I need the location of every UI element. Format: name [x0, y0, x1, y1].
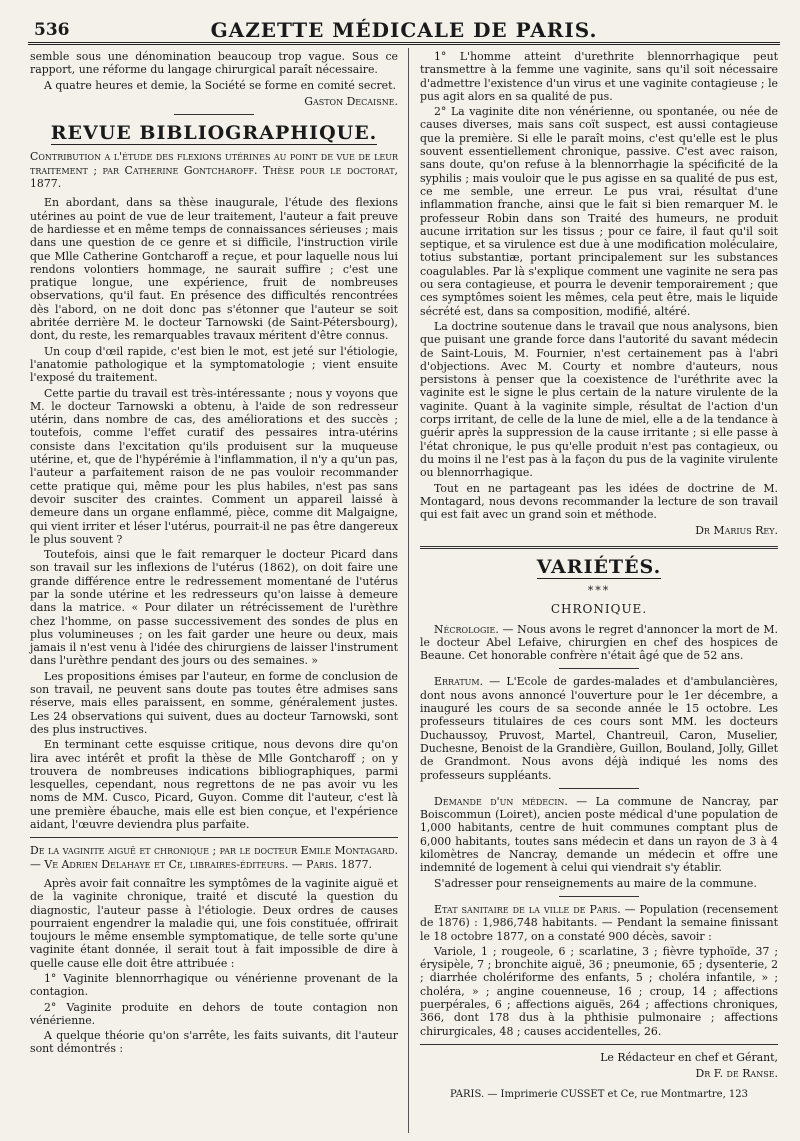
paragraph: Tout en ne partageant pas les idées de doctrine de M. Montagard, nous devons recommander la lecture de son travail qui est fait avec un grand soin et méthode.: [420, 481, 778, 522]
divider: [420, 546, 778, 549]
paragraph: Après avoir fait connaître les symptômes de la vaginite aiguë et de la vaginite chronique, traité et discuté la question du diagnostic, l'auteur passe à l'étiologie. Deux ordres de causes pourraient engendrer la maladie qui, une fois constituée, offrirait toujours le même ensemble symptomatique, de telle sorte qu'une vaginite étant donnée, il serait tout à fait impossible de dire à quelle cause elle doit être attribuée :: [30, 876, 398, 970]
paragraph: Un coup d'œil rapide, c'est bien le mot, est jeté sur l'étiologie, l'anatomie pathologique et la symptomatologie ; vient ensuite l'exposé du traitement.: [30, 344, 398, 385]
divider: [559, 896, 639, 897]
left-column: [30, 50, 398, 1058]
divider: [559, 788, 639, 789]
paragraph: 2° Vaginite produite en dehors de toute contagion non vénérienne.: [30, 1000, 398, 1027]
paragraph: 2° La vaginite dite non vénérienne, ou spontanée, ou née de causes diverses, mais sans coït suspect, est aussi contagieuse que la première. Si elle le paraît moins, c'est qu'elle est le plus souvent essentiellement chronique, passive. C'est avec raison, sans doute, qu'on refuse à la blennorrhagie la spécificité de la syphilis ; mais vouloir que le pus agisse en sa qualité de pus est, ce me semble, une erreur. Le pus vrai, résultat d'une inflammation franche, ainsi que le fait si bien remarquer M. le professeur Robin dans son Traité des humeurs, ne produit aucune irritation sur les tissus ; pour ce faire, il faut qu'il soit septique, et sa virulence est due à une modification moléculaire, totius substantiæ, portant principalement sur les substances coagulables. Par là s'explique comment une vaginite ne sera pas ou sera contagieuse, et pourra le devenir temporairement ; que ces symptômes soient les mêmes, cela peut être, mais le liquide sécrété est, dans sa composition, modifié, altéré.: [420, 105, 778, 318]
asterism: ***: [587, 583, 611, 597]
paragraph-demande: Demande d'un médecin. — La commune de Nancray, par Boiscommun (Loiret), ancien poste médical d'une population de 1,000 habitants, centre de huit communes comptant plus de 6,000 habitants, toutes sans médecin et dans un rayon de 3 à 4 kilomètres de Nancray, demande un médecin et offre une indemnité de logement à celui qui viendrait s'y établir.: [420, 794, 778, 875]
paragraph: La doctrine soutenue dans le travail que nous analysons, bien que puisant une grande force dans l'autorité du savant médecin de Saint-Louis, M. Fournier, n'est certainement pas à l'abri d'objections. Avec M. Courty et nombre d'auteurs, nous persistons à penser que la coexistence de l'uréthrite avec la vaginite est le signe le plus certain de la nature virulente de la vaginite. Quant à la vaginite simple, résultat de l'action d'un corps irritant, de celle de la lune de miel, elle a de la tendance à guérir après la suppression de la cause irritante ; si elle passe à l'état chronique, le pus qu'elle produit n'est pas contagieux, ou du moins il ne l'est pas à la façon du pus de la vaginite virulente ou blennorrhagique.: [420, 319, 778, 480]
divider: [420, 1044, 778, 1045]
redacteur-line: Le Rédacteur en chef et Gérant,: [600, 1050, 778, 1064]
paragraph: semble sous une dénomination beaucoup trop vague. Sous ce rapport, une réforme du langage chirurgical paraît nécessaire.: [30, 50, 398, 77]
signature-decaisne: Gaston Decaisne.: [304, 94, 398, 108]
header-rule: [28, 42, 780, 45]
divider: [30, 837, 398, 838]
article-title: De la vaginite aiguë et chronique ; par le docteur Emile Montagard. — Ve Adrien Delahaye et Ce, libraires-éditeurs. — Paris. 1877.: [30, 844, 398, 871]
right-column: [420, 50, 778, 1102]
signature-rey: Dr Marius Rey.: [695, 524, 778, 538]
section-title-revue: REVUE BIBLIOGRAPHIQUE.: [50, 122, 378, 145]
printer-imprint: PARIS. — Imprimerie CUSSET et Ce, rue Montmartre, 123: [449, 1089, 749, 1101]
journal-title: GAZETTE MÉDICALE DE PARIS.: [210, 18, 598, 42]
section-title-varietes: VARIÉTÉS.: [536, 555, 662, 578]
paragraph: Toutefois, ainsi que le fait remarquer le docteur Picard dans son travail sur les inflexions de l'utérus (1862), on doit faire une grande différence entre le redressement momentané de l'utérus par la sonde utérine et les redresseurs qu'on laisse à demeure dans la matrice. « Pour dilater un rétrécissement de l'urèthre chez l'homme, on passe successivement des sondes de plus en plus volumineuses ; on les fait garder une heure ou deux, mais jamais il n'est venu à l'idée des chirurgiens de laisser l'instrument dans l'urèthre pendant des jours ou des semaines. »: [30, 548, 398, 668]
paragraph: Les propositions émises par l'auteur, en forme de conclusion de son travail, ne peuvent sans doute pas toutes être admises sans réserve, mais elles paraissent, en somme, généralement justes. Les 24 observations qui suivent, dues au docteur Tarnowski, sont des plus instructives.: [30, 669, 398, 736]
subsection-chronique: CHRONIQUE.: [550, 602, 648, 617]
column-divider: [408, 48, 409, 1133]
page-header: [28, 12, 780, 42]
page-number: 536: [34, 20, 70, 40]
paragraph: Variole, 1 ; rougeole, 6 ; scarlatine, 3 ; fièvre typhoïde, 37 ; érysipèle, 7 ; bronchite aiguë, 36 ; pneumonie, 65 ; dysenterie, 2 ; diarrhée cholériforme des enfants, 5 ; choléra infantile, » ; choléra, » ; angine couenneuse, 16 ; croup, 14 ; affections puerpérales, 6 ; affections aiguës, 264 ; affections chroniques, 366, dont 178 dus à la phthisie pulmonaire ; affections chirurgicales, 48 ; causes accidentelles, 26.: [420, 944, 778, 1038]
divider: [559, 668, 639, 669]
paragraph: Cette partie du travail est très-intéressante ; nous y voyons que M. le docteur Tarnowski a obtenu, à l'aide de son redresseur utérin, dans nombre de cas, des améliorations et des succès ; toutefois, comme l'effet curatif des pessaires intra-utérins consiste dans l'excitation qu'ils produisent sur la muqueuse utérine, et, que de l'hypérémie à l'inflammation, il n'y a qu'un pas, l'auteur a parfaitement raison de ne pas vouloir recommander cette pratique qui, même pour les plus habiles, n'est pas sans devoir susciter des craintes. Comment un appareil laissé à demeure dans un organe enflammé, pièce, comme dit Malgaigne, qui vient irriter et léser l'utérus, pourrait-il ne pas être dangereux le plus souvent ?: [30, 386, 398, 546]
paragraph-etat-sanitaire: Etat sanitaire de la ville de Paris. — Population (recensement de 1876) : 1,986,748 habitants. — Pendant la semaine finissant le 18 octobre 1877, on a constaté 900 décès, savoir :: [420, 902, 778, 943]
divider: [174, 114, 254, 115]
paragraph: A quatre heures et demie, la Société se forme en comité secret.: [44, 78, 396, 92]
paragraph-erratum: Erratum. — L'Ecole de gardes-malades et d'ambulancières, dont nous avons annoncé l'ouverture pour le 1er décembre, a inauguré les cours de sa seconde année le 15 octobre. Les professeurs titulaires de ces cours sont MM. les docteurs Duchaussoy, Pruvost, Martel, Chantreuil, Caron, Muselier, Duchesne, Benoist de la Grandière, Guillon, Bouland, Jolly, Gillet de Grandmont. Nous avons déjà indiqué les noms des professeurs suppléants.: [420, 675, 779, 782]
article-title: Contribution a l'étude des flexions utérines au point de vue de leur traitement ; par Catherine Gontcharoff. Thèse pour le doctorat, 1877.: [30, 150, 398, 191]
paragraph: En abordant, dans sa thèse inaugurale, l'étude des flexions utérines au point de vue de leur traitement, l'auteur a fait preuve de hardiesse et en même temps de connaissances sérieuses ; mais dans une question de ce genre et si difficile, l'instruction virile que Mlle Catherine Gontcharoff a reçue, et pour laquelle nous lui rendons volontiers hommage, ne saurait suffire ; c'est une pratique longue, une expérience, fruit de nombreuses observations, qu'il faut. En présence des difficultés rencontrées dès l'abord, on ne doit donc pas s'étonner que l'auteur se soit abritée derrière M. le docteur Tarnowski (de Saint-Pétersbourg), dont, du reste, les remarquables travaux méritent d'être connus.: [30, 196, 398, 343]
paragraph: En terminant cette esquisse critique, nous devons dire qu'on lira avec intérêt et profit la thèse de Mlle Gontcharoff ; on y trouvera de nombreuses indications bibliographiques, parmi lesquelles, cependant, nous regrettons de ne pas avoir vu les noms de MM. Cusco, Picard, Guyon. Comme dit l'auteur, c'est là une première ébauche, mais elle est bien conçue, et l'expérience aidant, l'œuvre deviendra plus parfaite.: [30, 738, 398, 832]
paragraph: A quelque théorie qu'on s'arrête, les faits suivants, dit l'auteur sont démontrés :: [30, 1029, 398, 1056]
paragraph: 1° Vaginite blennorrhagique ou vénérienne provenant de la contagion.: [30, 972, 398, 999]
paragraph-necrologie: Nécrologie. — Nous avons le regret d'annoncer la mort de M. le docteur Abel Lefaive, chirurgien en chef des hospices de Beaune. Cet honorable confrère n'était âgé que de 52 ans.: [420, 622, 778, 663]
paragraph: 1° L'homme atteint d'urethrite blennorrhagique peut transmettre à la femme une vaginite, sans qu'il soit nécessaire d'admettre l'existence d'un virus et une vaginite contagieuse ; le pus agit alors en sa qualité de pus.: [420, 50, 778, 103]
paragraph: S'adresser pour renseignements au maire de la commune.: [434, 876, 757, 890]
signature-ranse: Dr F. de Ranse.: [695, 1067, 778, 1081]
